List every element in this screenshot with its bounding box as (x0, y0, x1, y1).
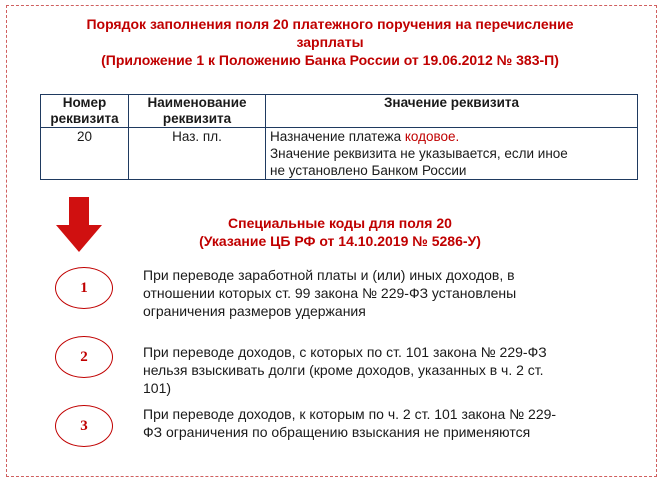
code-1-line-2: отношении которых ст. 99 закона № 229-ФЗ установлены (143, 285, 517, 301)
code-badge-3: 3 (55, 405, 113, 447)
header-name-line1: Наименование (147, 95, 247, 110)
codes-title-line-2: (Указание ЦБ РФ от 14.10.2019 № 5286-У) (199, 233, 481, 249)
codes-title-line-1: Специальные коды для поля 20 (228, 215, 452, 231)
header-name-line2: реквизита (162, 111, 232, 126)
title-line-1: Порядок заполнения поля 20 платежного поручения на перечисление (86, 16, 574, 32)
down-arrow-icon (56, 197, 102, 252)
cell-value (266, 128, 638, 180)
cell-number: 20 (41, 128, 129, 180)
header-number-line2: реквизита (50, 111, 119, 126)
code-2-line-1: При переводе доходов, с которых по ст. 101 закона № 229-ФЗ (143, 344, 547, 360)
codes-title (190, 214, 490, 250)
code-description-3 (143, 405, 623, 441)
title-line-2: зарплаты (296, 34, 364, 50)
code-2-line-2: нельзя взыскивать долги (кроме доходов, указанных в ч. 2 ст. (143, 362, 544, 378)
code-description-2 (143, 343, 623, 397)
header-value (266, 95, 638, 128)
header-value-line1: Значение реквизита (383, 95, 520, 110)
header-name (129, 95, 266, 128)
requisite-table (40, 94, 638, 180)
code-2-line-3: 101) (143, 380, 172, 396)
value-line-3: не установлено Банком России (270, 163, 467, 178)
header-number-line1: Номер (62, 95, 107, 110)
value-line-2: Значение реквизита не указывается, если иное (270, 146, 568, 161)
table-header-row (41, 95, 638, 128)
cell-name: Наз. пл. (129, 128, 266, 180)
value-prefix: Назначение платежа (270, 129, 405, 144)
code-badge-1: 1 (55, 267, 113, 309)
code-1-line-3: ограничения размеров удержания (143, 303, 366, 319)
code-1-line-1: При переводе заработной платы и (или) иных доходов, в (143, 267, 515, 283)
code-description-1 (143, 266, 623, 320)
page-title (30, 15, 630, 69)
header-number (41, 95, 129, 128)
title-line-3: (Приложение 1 к Положению Банка России от 19.06.2012 № 383-П) (101, 52, 559, 68)
code-badge-2: 2 (55, 336, 113, 378)
value-highlight: кодовое. (404, 129, 460, 144)
code-3-line-1: При переводе доходов, к которым по ч. 2 ст. 101 закона № 229- (143, 406, 557, 422)
table-row (41, 128, 638, 180)
code-3-line-2: ФЗ ограничения по обращению взыскания не применяются (143, 424, 531, 440)
